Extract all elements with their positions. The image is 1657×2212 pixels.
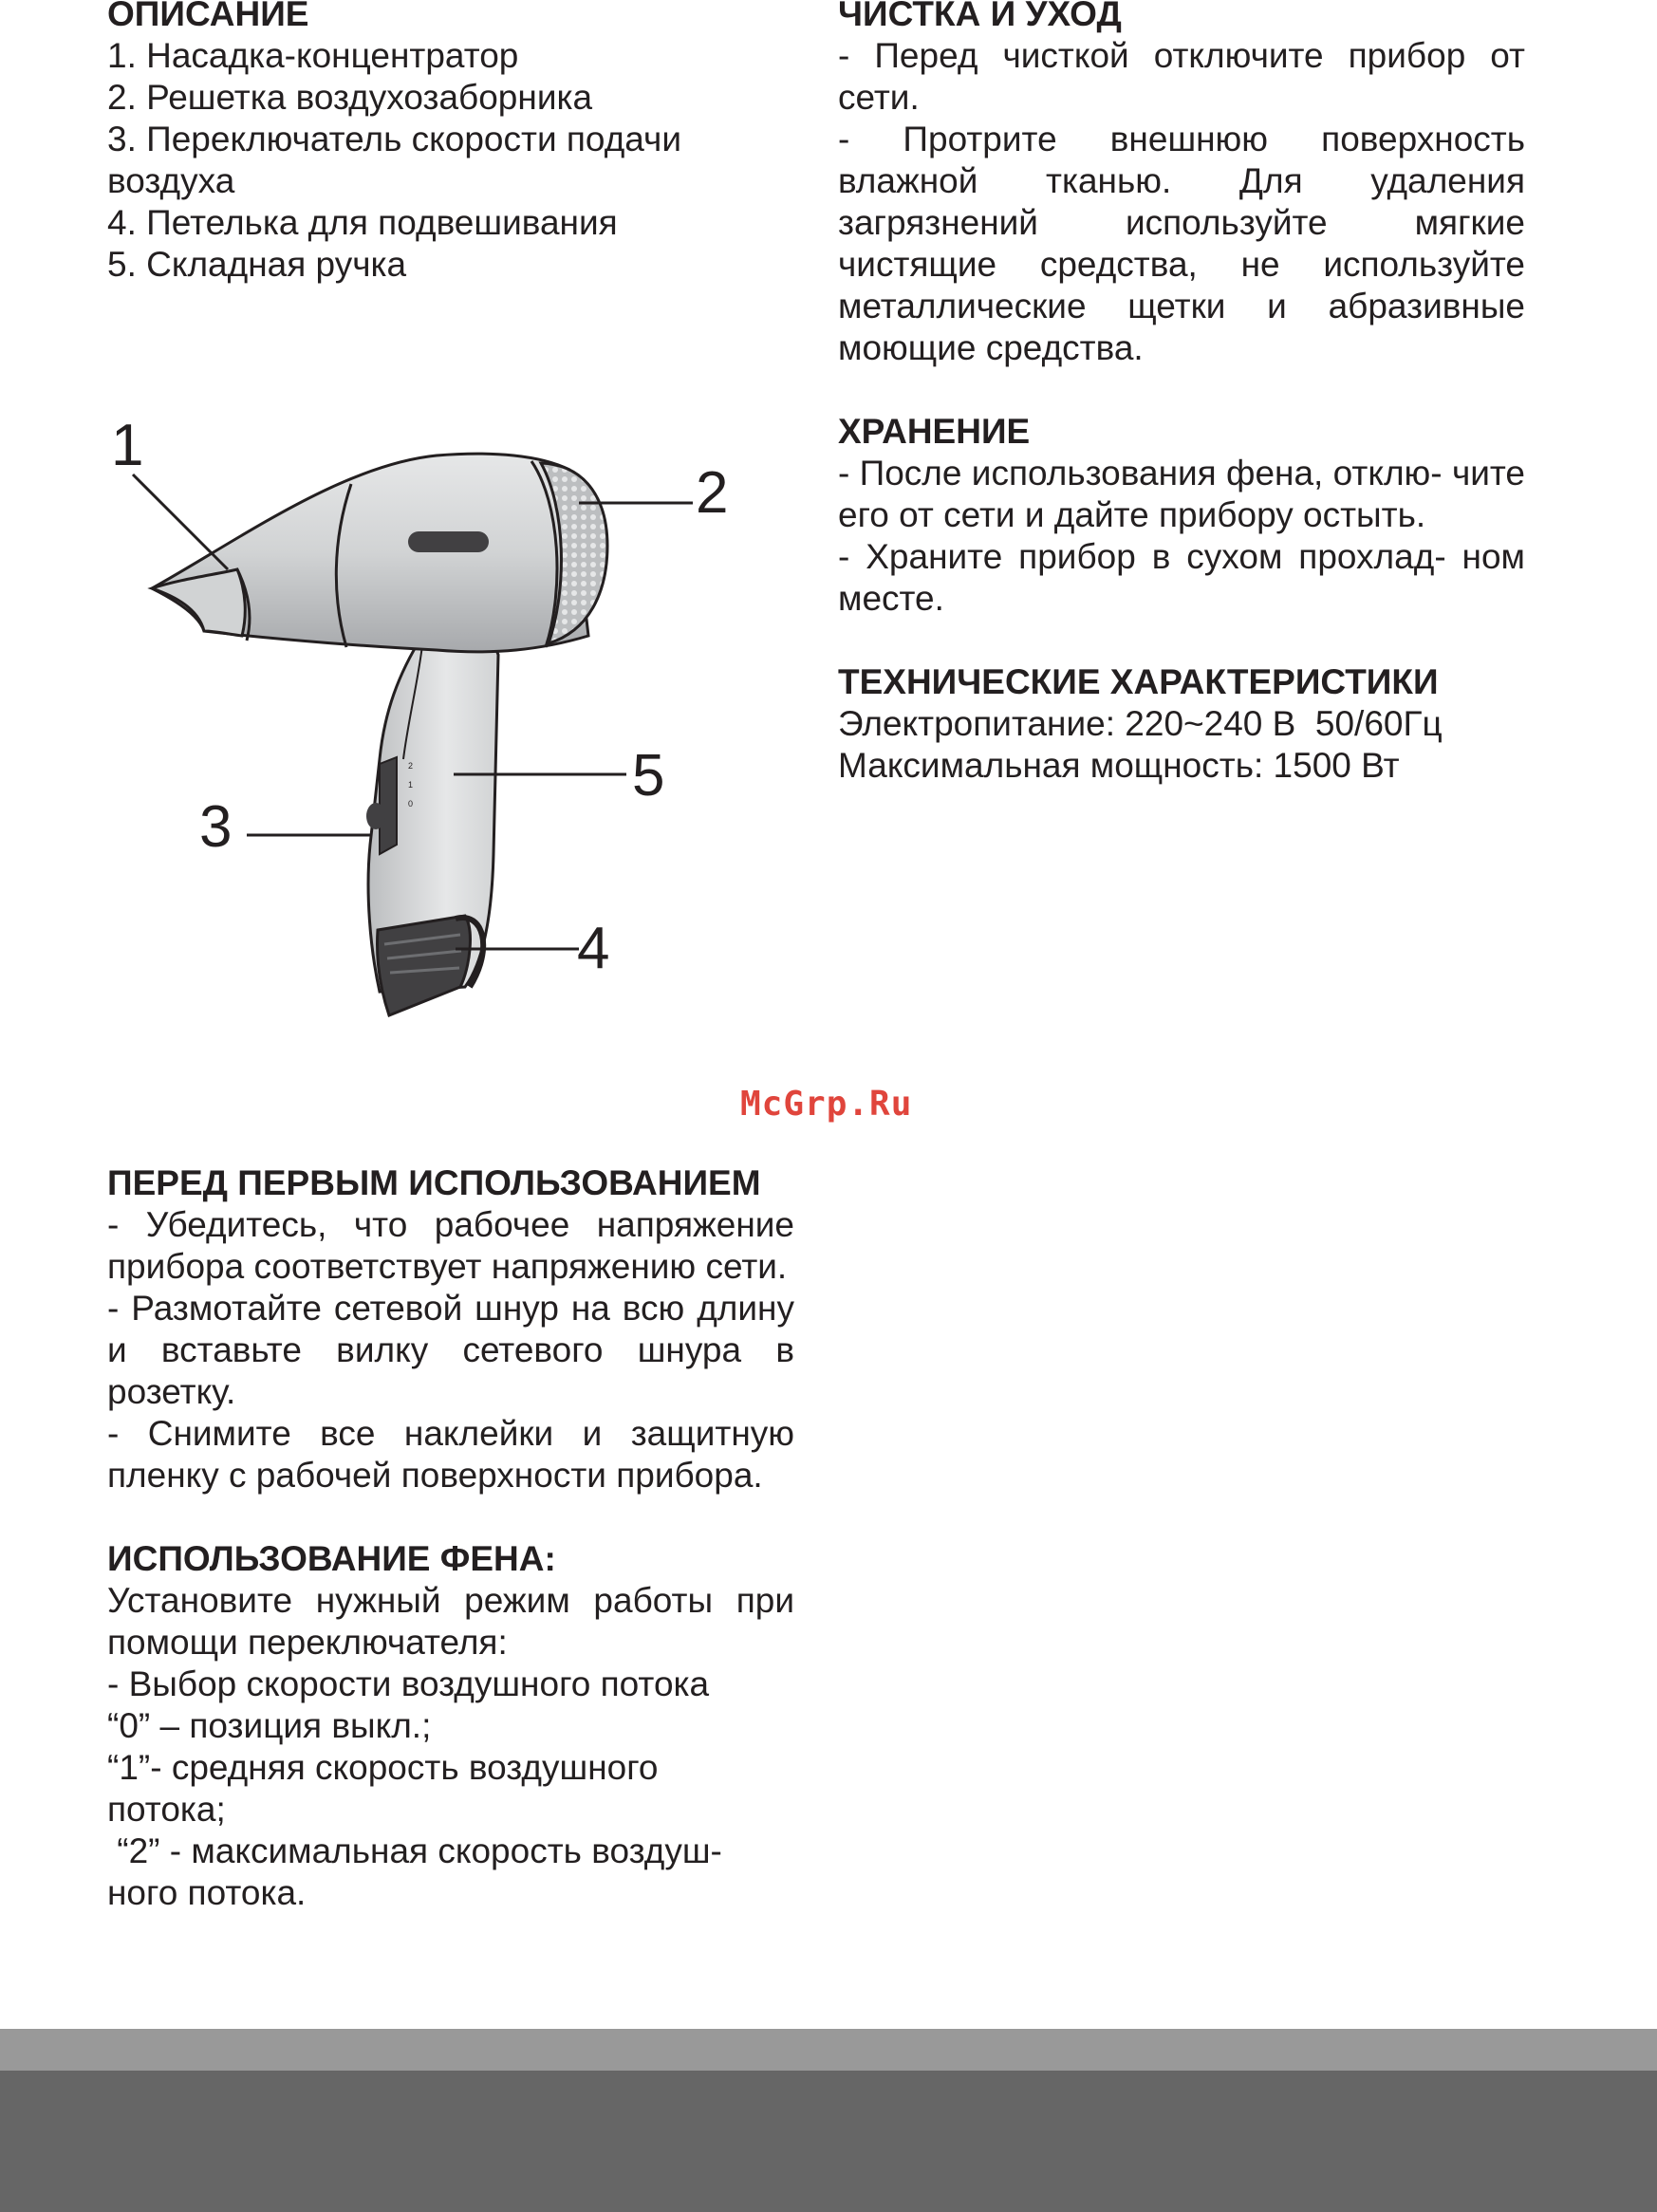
usage-section bbox=[107, 1162, 794, 1914]
usage-intro: Установите нужный режим работы при помощи переключателя: bbox=[107, 1581, 794, 1662]
callout-2: 2 bbox=[696, 460, 729, 526]
usage-speed-select: - Выбор скорости воздушного потока bbox=[107, 1664, 710, 1703]
first-use-heading: ПЕРЕД ПЕРВЫМ ИСПОЛЬЗОВАНИЕМ bbox=[107, 1163, 761, 1202]
footer-band-dark bbox=[0, 2071, 1657, 2212]
usage-position-0: “0” – позиция выкл.; bbox=[107, 1706, 432, 1745]
hanging-loop bbox=[378, 916, 471, 1015]
cleaning-heading: ЧИСТКА И УХОД bbox=[838, 0, 1122, 33]
storage-heading: ХРАНЕНИЕ bbox=[838, 412, 1031, 451]
watermark: McGrp.Ru bbox=[740, 1085, 913, 1124]
first-use-paragraph: - Убедитесь, что рабочее напряжение прибора соответствует напряжению сети. bbox=[107, 1205, 794, 1286]
specs-power-supply: Электропитание: 220~240 В 50/60Гц bbox=[838, 704, 1443, 743]
first-use-paragraph: - Размотайте сетевой шнур на всю длину и вставьте вилку сетевого шнура в розетку. bbox=[107, 1289, 794, 1411]
usage-heading: ИСПОЛЬЗОВАНИЕ ФЕНА: bbox=[107, 1539, 556, 1578]
description-item: 5. Складная ручка bbox=[107, 245, 407, 284]
description-item: 3. Переключатель скорости подачи bbox=[107, 120, 681, 158]
specs-max-power: Максимальная мощность: 1500 Вт bbox=[838, 746, 1400, 785]
first-use-paragraph: - Снимите все наклейки и защитную пленку с рабочей поверхности прибора. bbox=[107, 1414, 794, 1495]
callout-4: 4 bbox=[577, 916, 610, 981]
switch-mark: 0 bbox=[408, 799, 414, 809]
description-section bbox=[107, 0, 791, 286]
specs-heading: ТЕХНИЧЕСКИЕ ХАРАКТЕРИСТИКИ bbox=[838, 662, 1439, 701]
speed-switch bbox=[380, 757, 397, 854]
callout-1: 1 bbox=[111, 413, 144, 478]
description-heading: ОПИСАНИЕ bbox=[107, 0, 309, 33]
usage-position-2-cont: ного потока. bbox=[107, 1873, 307, 1912]
cleaning-paragraph: - Протрите внешнюю поверхность влажной тканью. Для удаления загрязнений используйте мягкие чистящие средства, не используйте металлические щетки и абразивные моющие средства. bbox=[838, 120, 1525, 367]
storage-paragraph: - После использования фена, отклю- чите его от сети и дайте прибору остыть. bbox=[838, 454, 1525, 534]
usage-position-1: “1”- средняя скорость воздушного bbox=[107, 1748, 659, 1787]
usage-position-1-cont: потока; bbox=[107, 1790, 226, 1829]
right-column bbox=[838, 0, 1525, 787]
storage-paragraph: - Храните прибор в сухом прохлад- ном месте. bbox=[838, 537, 1525, 618]
description-item: 1. Насадка-концентратор bbox=[107, 36, 519, 75]
switch-mark: 2 bbox=[408, 761, 414, 771]
callout-3: 3 bbox=[199, 794, 233, 860]
callout-5: 5 bbox=[632, 743, 665, 809]
hair-dryer-diagram bbox=[95, 399, 759, 1034]
cleaning-paragraph: - Перед чисткой отключите прибор от сети. bbox=[838, 36, 1525, 117]
description-item: 2. Решетка воздухозаборника bbox=[107, 78, 593, 117]
description-item: воздуха bbox=[107, 161, 235, 200]
switch-mark: 1 bbox=[408, 780, 414, 790]
footer-band-light bbox=[0, 2029, 1657, 2071]
usage-position-2: “2” - максимальная скорость воздуш- bbox=[107, 1831, 722, 1870]
description-item: 4. Петелька для подвешивания bbox=[107, 203, 618, 242]
